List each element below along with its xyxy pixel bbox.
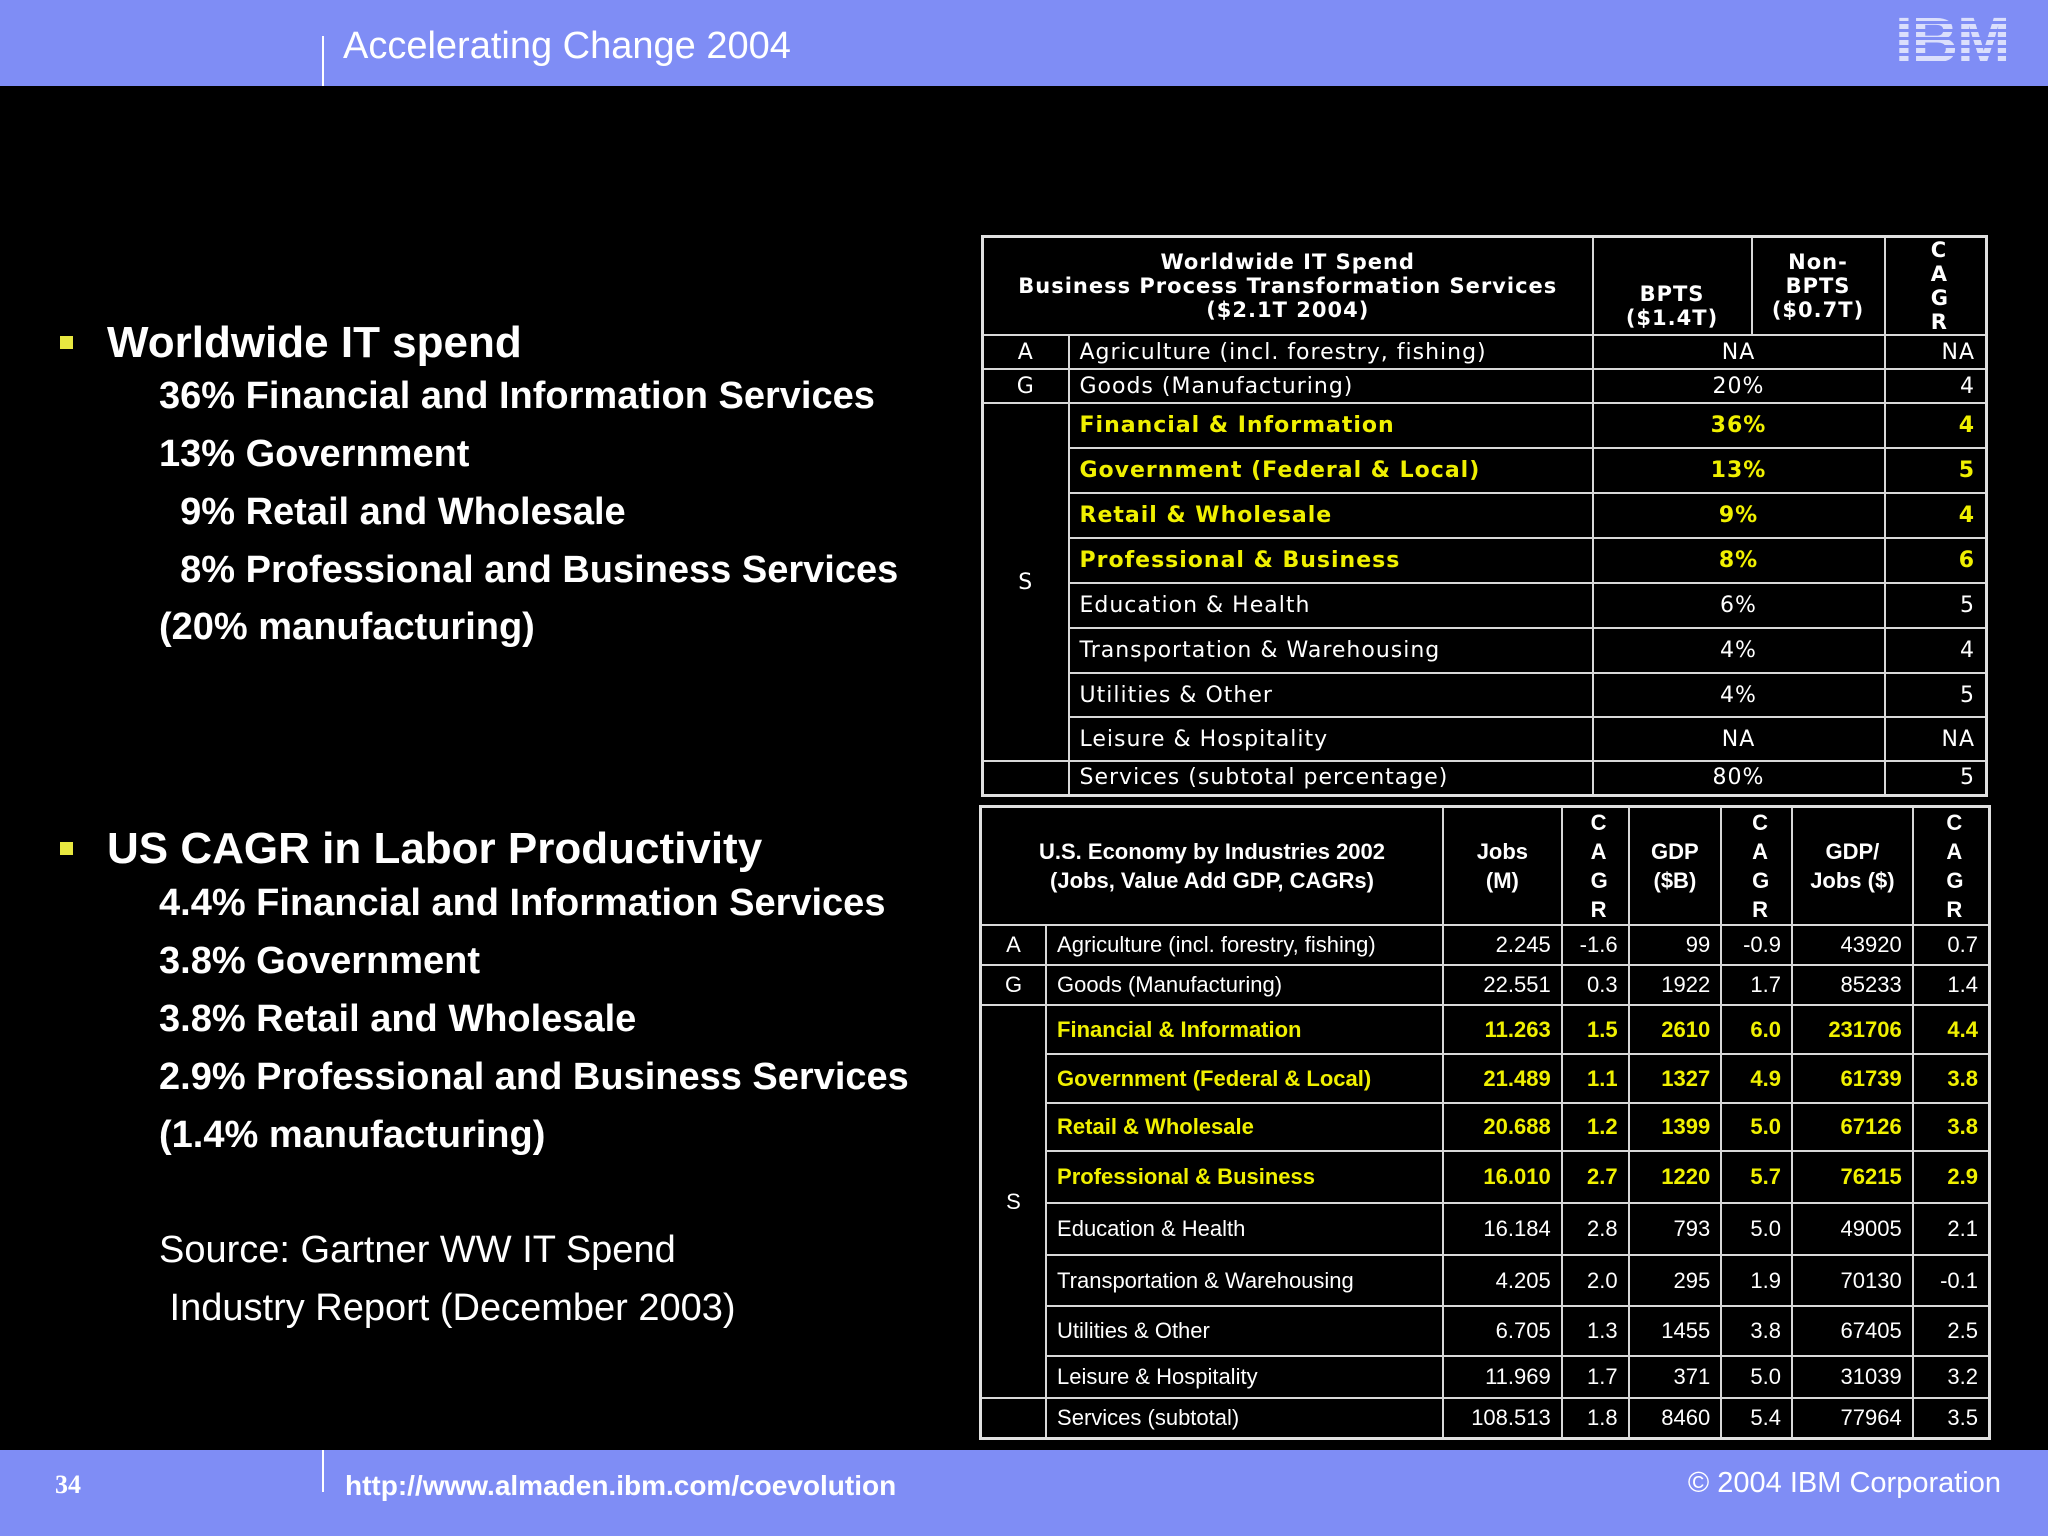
table-title-cell <box>981 807 1444 926</box>
table-row: A Agriculture (incl. forestry, fishing) 2.245 -1.6 99 -0.9 43920 0.7 <box>981 925 1990 965</box>
bullet-subitem: (20% manufacturing) <box>159 606 535 648</box>
table-row-highlight: Retail & Wholesale 9% 4 <box>983 493 1987 538</box>
table-row-highlight: Retail & Wholesale 20.688 1.2 1399 5.0 67126 3.8 <box>981 1103 1990 1151</box>
copyright-notice: © 2004 IBM Corporation <box>1687 1467 2001 1499</box>
col-header-non-bpts: Non- BPTS ($0.7T) <box>1752 237 1885 336</box>
table-row: Utilities & Other 4% 5 <box>983 673 1987 717</box>
bullet-subitem: 4.4% Financial and Information Services <box>159 882 886 924</box>
col-header-gdp-per-job: GDP/ Jobs ($) <box>1792 807 1913 926</box>
slide-title: Accelerating Change 2004 <box>343 25 791 67</box>
col-header-bpts: BPTS ($1.4T) <box>1593 237 1752 336</box>
col-header-gdp-cagr: CAGR <box>1721 807 1792 926</box>
ibm-logo: IBM <box>1895 4 2010 76</box>
table-row-highlight: Professional & Business 8% 6 <box>983 538 1987 583</box>
table-row-highlight: Government (Federal & Local) 13% 5 <box>983 448 1987 493</box>
bullet-heading-labor-productivity: US CAGR in Labor Productivity <box>107 824 763 873</box>
slide-header <box>0 0 2048 86</box>
bullet-square-icon <box>60 842 73 855</box>
header-divider <box>322 36 324 86</box>
bullet-subitem: 2.9% Professional and Business Services <box>159 1056 909 1098</box>
table-subtitle-2: ($2.1T 2004) <box>1206 298 1370 322</box>
col-header-gpj-cagr: CAGR <box>1913 807 1990 926</box>
table-row-subtotal: Services (subtotal) 108.513 1.8 8460 5.4 77964 3.5 <box>981 1398 1990 1438</box>
page-number: 34 <box>55 1470 81 1499</box>
col-header-cagr <box>1885 237 1987 336</box>
bullet-subitem: 36% Financial and Information Services <box>159 375 875 417</box>
source-line: Source: Gartner WW IT Spend <box>159 1229 676 1271</box>
footer-url-link[interactable]: http://www.almaden.ibm.com/coevolution <box>345 1470 897 1501</box>
bullet-subitem: (1.4% manufacturing) <box>159 1114 546 1156</box>
table-title: Worldwide IT Spend <box>1160 250 1415 274</box>
table-row-highlight: Government (Federal & Local) 21.489 1.1 1327 4.9 61739 3.8 <box>981 1054 1990 1103</box>
col-header-gdp: GDP ($B) <box>1629 807 1722 926</box>
table-header-row <box>981 807 1990 926</box>
table-row: G Goods (Manufacturing) 22.551 0.3 1922 1.7 85233 1.4 <box>981 965 1990 1005</box>
table-row: Education & Health 16.184 2.8 793 5.0 49005 2.1 <box>981 1203 1990 1255</box>
table-row-subtotal: Services (subtotal percentage) 80% 5 <box>983 761 1987 795</box>
table-header-row <box>983 237 1987 336</box>
source-line: Industry Report (December 2003) <box>159 1287 736 1329</box>
bullet-subitem: 3.8% Government <box>159 940 480 982</box>
sector-cell-services: S <box>981 1005 1047 1398</box>
bullet-heading-it-spend: Worldwide IT spend <box>107 318 522 367</box>
table-row: G Goods (Manufacturing) 20% 4 <box>983 369 1987 403</box>
table-row: Education & Health 6% 5 <box>983 583 1987 628</box>
table-row-highlight: S Financial & Information 11.263 1.5 2610 6.0 231706 4.4 <box>981 1005 1990 1054</box>
bullet-subitem: 13% Government <box>159 433 470 475</box>
bullet-subitem: 3.8% Retail and Wholesale <box>159 998 637 1040</box>
col-header-jobs: Jobs (M) <box>1443 807 1562 926</box>
bullet-subitem: 8% Professional and Business Services <box>159 549 899 591</box>
col-header-jobs-cagr: CAGR <box>1562 807 1629 926</box>
bullet-square-icon <box>60 336 73 349</box>
table-row: Transportation & Warehousing 4% 4 <box>983 628 1987 673</box>
table-subtitle: Business Process Transformation Services <box>1018 274 1558 298</box>
table-row: Leisure & Hospitality 11.969 1.7 371 5.0 31039 3.2 <box>981 1356 1990 1398</box>
it-spend-table <box>981 235 1988 797</box>
cagr-vertical-label: CAGR <box>1930 238 1948 334</box>
table-title-cell <box>983 237 1593 336</box>
table-title: U.S. Economy by Industries 2002 <box>1039 839 1386 864</box>
table-row: Leisure & Hospitality NA NA <box>983 717 1987 761</box>
bullet-subitem: 9% Retail and Wholesale <box>159 491 626 533</box>
us-economy-table <box>979 805 1991 1440</box>
table-row: A Agriculture (incl. forestry, fishing) NA NA <box>983 335 1987 369</box>
table-row-highlight: S Financial & Information 36% 4 <box>983 403 1987 448</box>
sector-cell-services: S <box>983 403 1069 761</box>
footer-divider <box>322 1450 324 1492</box>
table-row-highlight: Professional & Business 16.010 2.7 1220 5.7 76215 2.9 <box>981 1151 1990 1203</box>
table-subtitle: (Jobs, Value Add GDP, CAGRs) <box>1050 868 1374 893</box>
table-row: Transportation & Warehousing 4.205 2.0 295 1.9 70130 -0.1 <box>981 1255 1990 1306</box>
table-row: Utilities & Other 6.705 1.3 1455 3.8 67405 2.5 <box>981 1306 1990 1356</box>
